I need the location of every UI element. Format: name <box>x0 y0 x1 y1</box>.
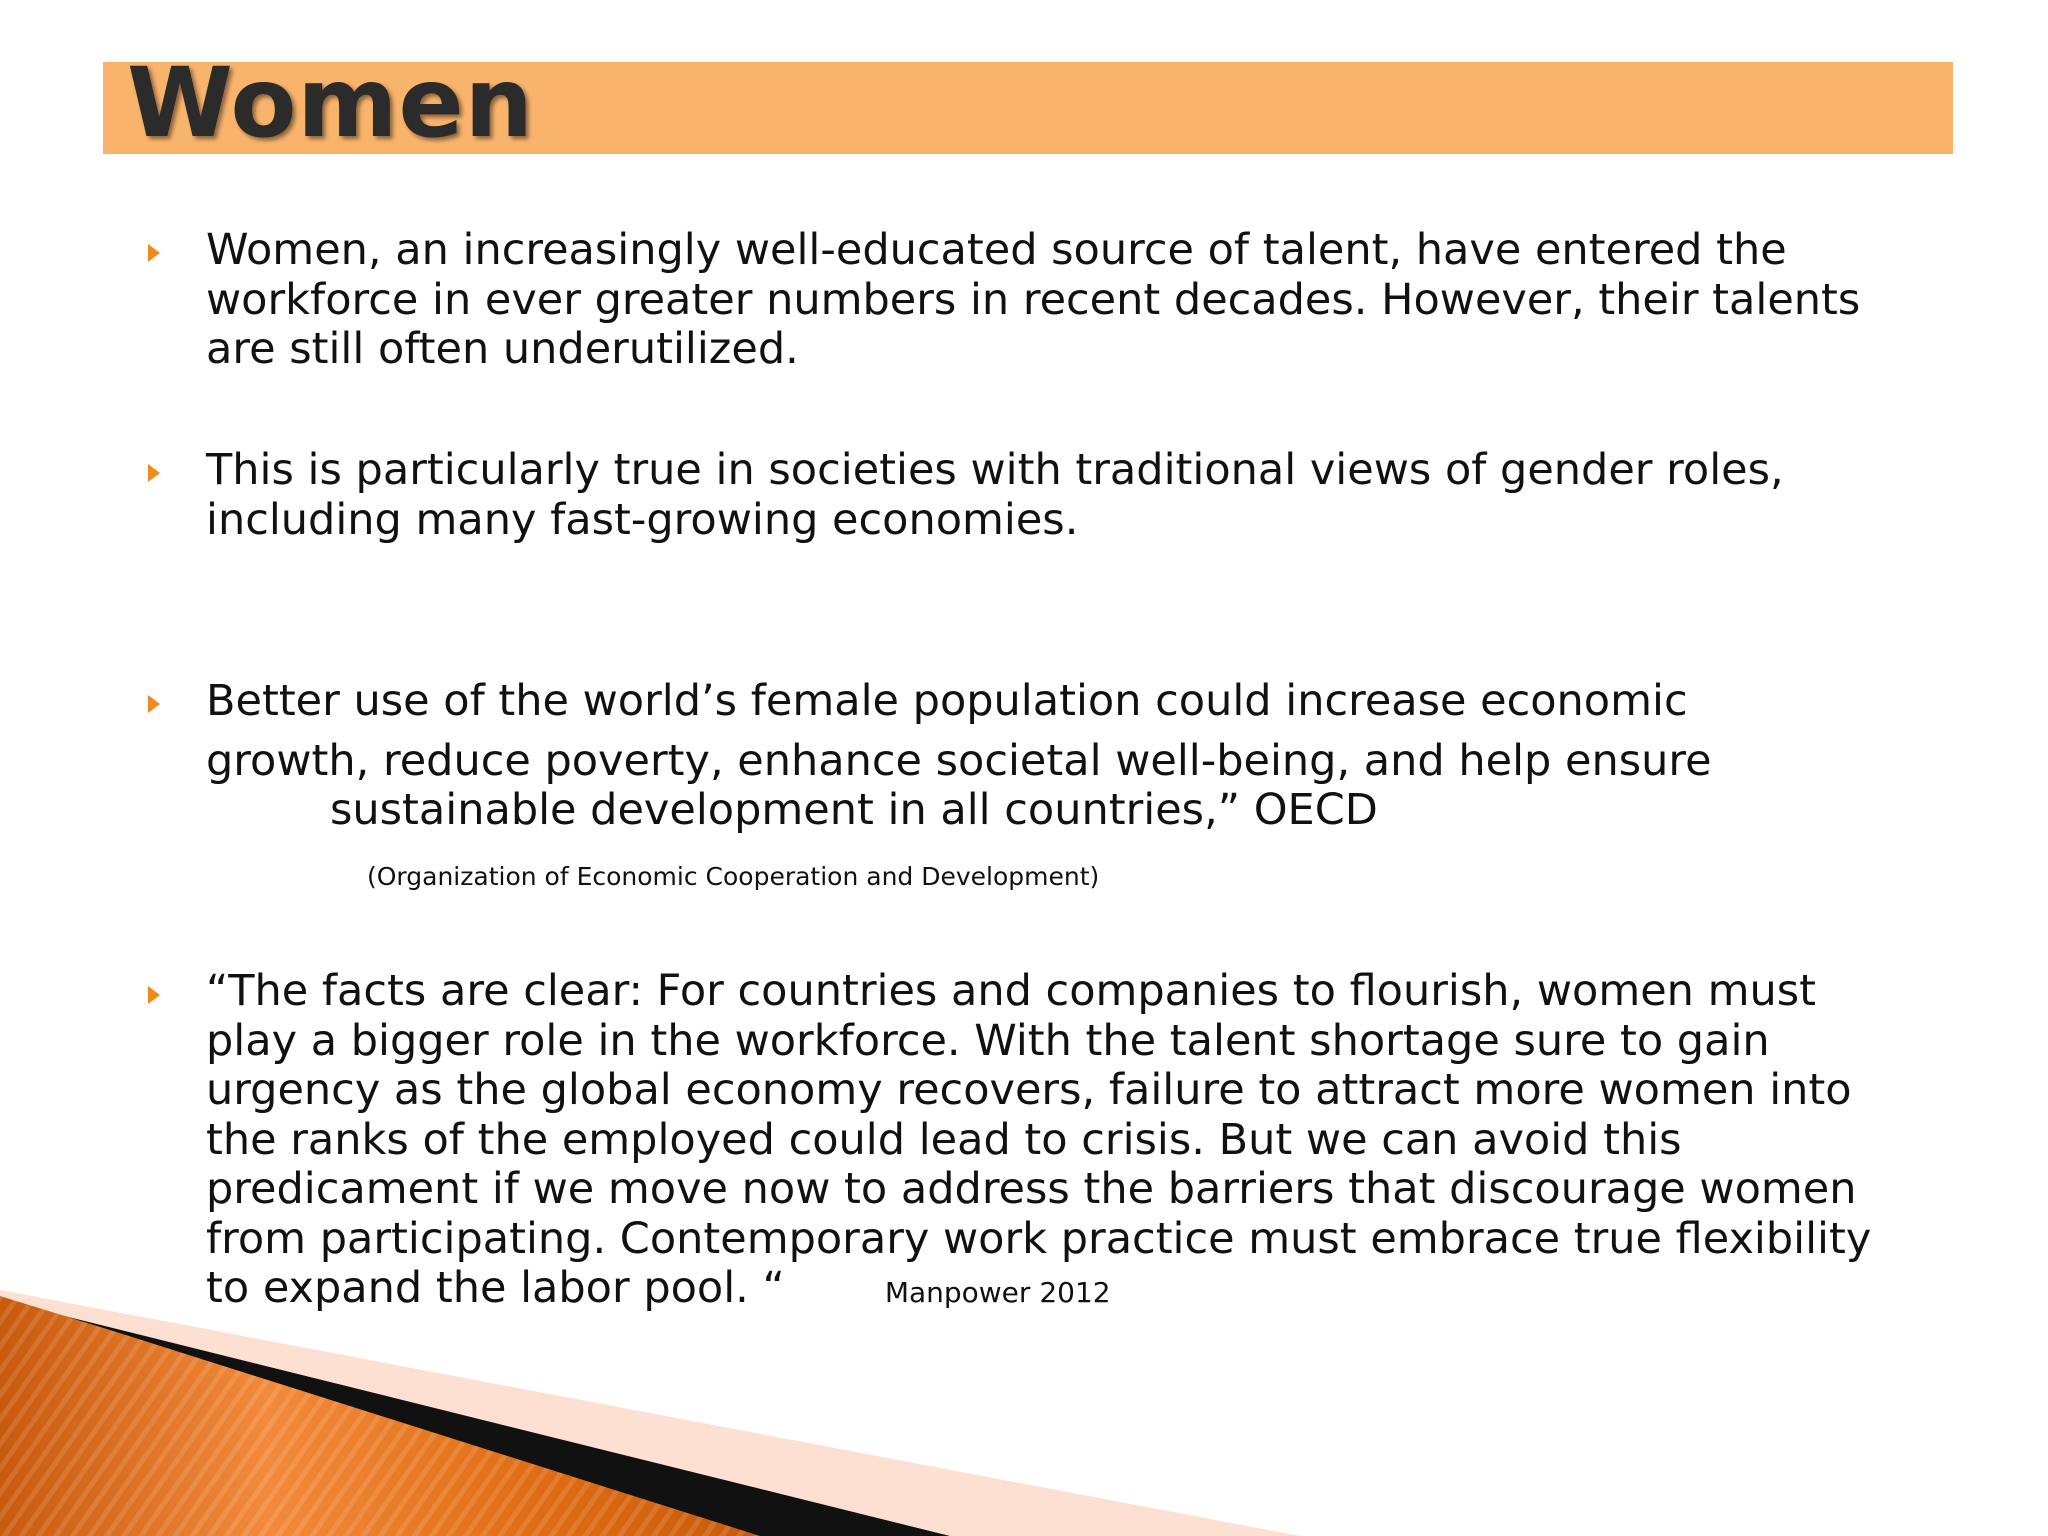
bullet-4-line-1: “The facts are clear: For countries and companies to flourish, women must <box>206 966 1817 1016</box>
bullet-1-line-1: Women, an increasingly well-educated source of talent, have entered the <box>206 225 1787 275</box>
bullet-4-line-7-text: to expand the labor pool. “ <box>206 1263 785 1313</box>
bullet-text-3 <box>206 677 1712 836</box>
bullet-1-line-3: are still often underutilized. <box>206 324 799 374</box>
bullet-text-4 <box>206 967 1871 1318</box>
bullet-triangle-icon <box>148 244 160 262</box>
bullet-3-line-1: Better use of the world’s female population could increase economic <box>206 676 1688 726</box>
bullet-3-line-3: sustainable development in all countries,” OECD <box>330 785 1378 835</box>
bullet-4-line-3: urgency as the global economy recovers, failure to attract more women into <box>206 1065 1852 1115</box>
bullet-4-line-6: from participating. Contemporary work practice must embrace true flexibility <box>206 1213 1872 1264</box>
bullet-triangle-icon <box>148 695 160 713</box>
bullet-4-line-2: play a bigger role in the workforce. With the talent shortage sure to gain <box>206 1015 1770 1066</box>
bullet-1-line-2: workforce in ever greater numbers in recent decades. However, their talents <box>206 274 1861 325</box>
bullet-4-line-7 <box>206 1264 1871 1318</box>
bullet-triangle-icon <box>148 464 160 482</box>
bullet-4-line-4: the ranks of the employed could lead to crisis. But we can avoid this <box>206 1114 1682 1165</box>
bullet-4-line-5: predicament if we move now to address the barriers that discourage women <box>206 1164 1857 1214</box>
bullet-triangle-icon <box>148 986 160 1004</box>
bullet-2-line-2: including many fast-growing economies. <box>206 494 1079 545</box>
bullet-text-2 <box>206 446 1784 545</box>
slide-title: Women <box>127 47 534 159</box>
oecd-footnote: (Organization of Economic Cooperation and Development) <box>367 862 1100 891</box>
bullet-text-1 <box>206 226 1860 375</box>
bullet-2-line-1: This is particularly true in societies with traditional views of gender roles, <box>206 445 1784 495</box>
bullet-3-line-2: growth, reduce poverty, enhance societal well-being, and help ensure <box>206 735 1712 786</box>
manpower-citation: Manpower 2012 <box>884 1276 1111 1309</box>
